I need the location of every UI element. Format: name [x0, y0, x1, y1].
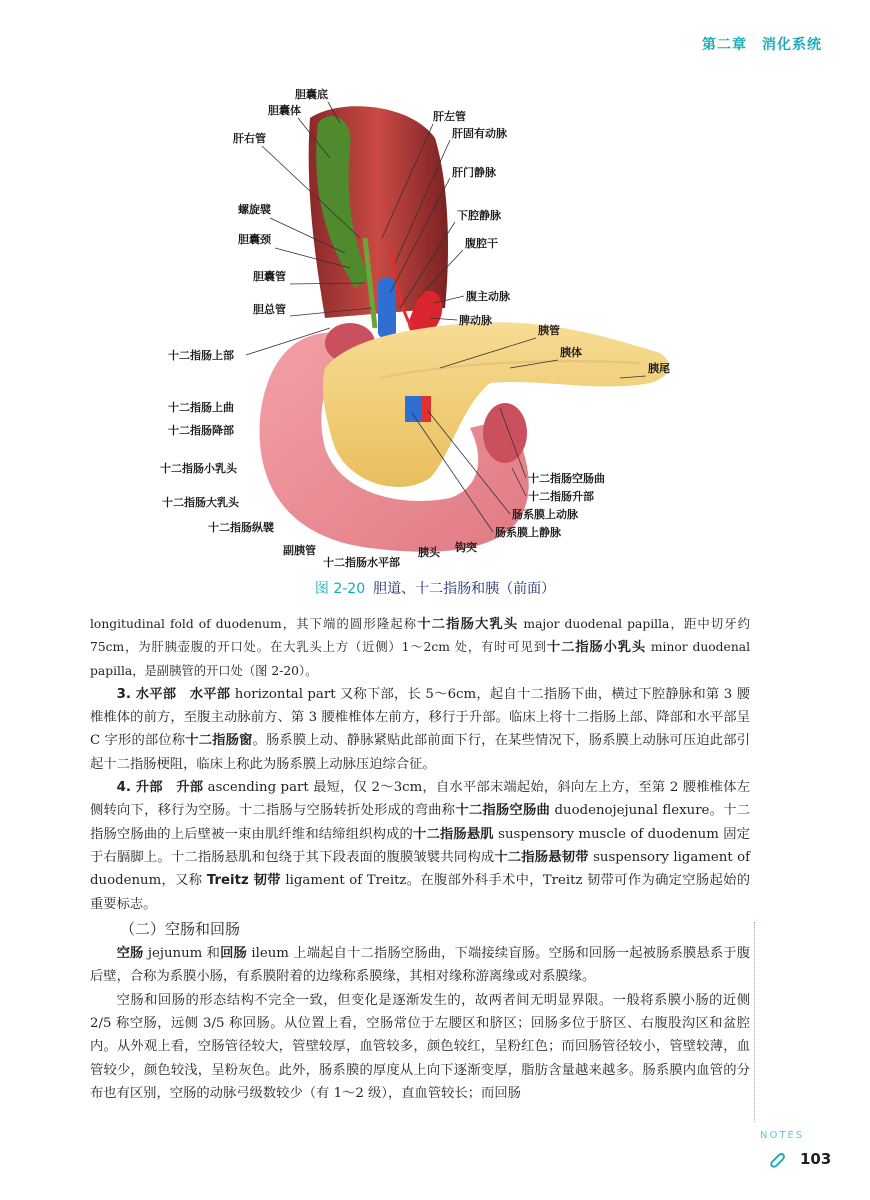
- label-pha: 肝固有动脉: [452, 127, 507, 140]
- label-gb-neck: 胆囊颈: [238, 233, 271, 246]
- label-splenic: 脾动脉: [459, 314, 492, 327]
- chapter-header: 第二章 消化系统: [702, 37, 822, 53]
- anatomy-figure: [150, 78, 710, 578]
- notes-label: NOTES: [760, 1130, 805, 1141]
- label-dj-flex: 十二指肠空肠曲: [528, 472, 605, 485]
- label-lhd: 肝左管: [433, 110, 466, 123]
- paperclip-icon: [768, 1150, 788, 1170]
- label-cystic: 胆囊管: [253, 270, 286, 283]
- notes-divider: [754, 922, 755, 1122]
- label-long-fold: 十二指肠纵襞: [208, 521, 274, 534]
- label-duo-asc: 十二指肠升部: [528, 490, 594, 503]
- body-text: [90, 613, 750, 1105]
- label-cbd: 胆总管: [253, 303, 286, 316]
- label-duo-sup: 十二指肠上部: [168, 349, 234, 362]
- sm-vessels-shape: [405, 396, 421, 422]
- label-celiac: 腹腔干: [465, 237, 498, 250]
- caption-text: 胆道、十二指肠和胰（前面）: [373, 581, 556, 597]
- label-spiral: 螺旋襞: [238, 203, 271, 216]
- section-title: （二）空肠和回肠: [120, 919, 241, 938]
- label-panc-tail: 胰尾: [648, 362, 670, 375]
- label-major-pap: 十二指肠大乳头: [162, 496, 239, 509]
- label-rhd: 肝右管: [233, 132, 266, 145]
- label-portal: 肝门静脉: [452, 166, 496, 179]
- label-panc-head: 胰头: [418, 546, 440, 559]
- caption-number: 图 2-20: [314, 581, 366, 597]
- label-gb-body: 胆囊体: [268, 104, 301, 117]
- label-duo-horiz: 十二指肠水平部: [323, 556, 400, 569]
- label-panc-body: 胰体: [560, 346, 582, 359]
- sma-shape: [421, 396, 431, 422]
- label-smv: 肠系膜上静脉: [495, 526, 561, 539]
- label-sma: 肠系膜上动脉: [512, 508, 578, 521]
- label-uncinate: 钩突: [455, 541, 477, 554]
- label-minor-pap: 十二指肠小乳头: [160, 462, 237, 475]
- paragraph-1: longitudinal fold of duodenum，其下端的圆形隆起称十二指肠大乳头 major duodenal papilla，距中切牙约 75cm，为肝胰壶腹的开口处。在大乳头上方（近侧）1～2cm 处，有时可见到十二指肠小乳头 minor duodenal papilla，是副胰管的开口处（图 2-20）。: [90, 617, 751, 678]
- paragraph-3: 4. 升部 升部 ascending part 最短，仅 2～3cm，自水平部末端起始，斜向左上方，至第 2 腰椎椎体左侧转向下，移行为空肠。十二指肠与空肠转折处形成的弯曲称十二指肠空肠曲 duodenojejunal flexure。十二指肠空肠曲的上后壁被一束由肌纤维和结缔组织构成的十二指肠悬肌 suspensory muscle of duodenum 固定于右膈脚上。十二指肠悬肌和包绕于其下段表面的腹膜皱襞共同构成十二指肠悬韧带 suspensory ligament of duodenum，又称 Treitz 韧带 ligament of Treitz。在腹部外科手术中，Treitz 韧带可作为确定空肠起始的重要标志。: [90, 780, 751, 912]
- label-panc-duct: 胰管: [538, 324, 560, 337]
- label-duo-desc: 十二指肠降部: [168, 424, 234, 437]
- paragraph-2: 3. 水平部 水平部 horizontal part 又称下部，长 5～6cm，起自十二指肠下曲，横过下腔静脉和第 3 腰椎椎体的前方，至腹主动脉前方、第 3 腰椎椎体左前方，移行于升部。临床上将十二指肠上部、降部和水平部呈 C 字形的部位称十二指肠窗。肠系膜上动、静脉紧贴此部前面下行，在某些情况下，肠系膜上动脉可压迫此部引起十二指肠梗阻，临床上称此为肠系膜上动脉压迫综合征。: [90, 686, 751, 772]
- jejunum-lumen: [483, 403, 527, 463]
- label-acc-duct: 副胰管: [283, 544, 316, 557]
- figure-caption: [0, 578, 870, 598]
- paragraph-4: 空肠 jejunum 和回肠 ileum 上端起自十二指肠空肠曲，下端接续盲肠。空肠和回肠一起被肠系膜悬系于腹后壁，合称为系膜小肠，有系膜附着的边缘称系膜缘，其相对缘称游离缘或对系膜缘。: [90, 946, 751, 985]
- figure-labels-right: [433, 109, 670, 539]
- label-gb-fundus: 胆囊底: [295, 88, 328, 101]
- label-duo-sup-flex: 十二指肠上曲: [168, 401, 234, 414]
- label-aorta: 腹主动脉: [466, 290, 510, 303]
- page-number: 103: [800, 1150, 832, 1168]
- paragraph-5: 空肠和回肠的形态结构不完全一致，但变化是逐渐发生的，故两者间无明显界限。一般将系膜小肠的近侧 2/5 称空肠，远侧 3/5 称回肠。从位置上看，空肠常位于左腰区和脐区；回肠多位于脐区、右腹股沟区和盆腔内。从外观上看，空肠管径较大，管壁较厚，血管较多，颜色较红，呈粉红色；而回肠管径较小，管壁较薄，血管较少，颜色较浅，呈粉灰色。此外，肠系膜的厚度从上向下逐渐变厚，脂肪含量越来越多。肠系膜内血管的分布也有区别，空肠的动脉弓级数较少（有 1～2 级），直血管较长；而回肠: [90, 992, 750, 1101]
- label-ivc: 下腔静脉: [457, 209, 501, 222]
